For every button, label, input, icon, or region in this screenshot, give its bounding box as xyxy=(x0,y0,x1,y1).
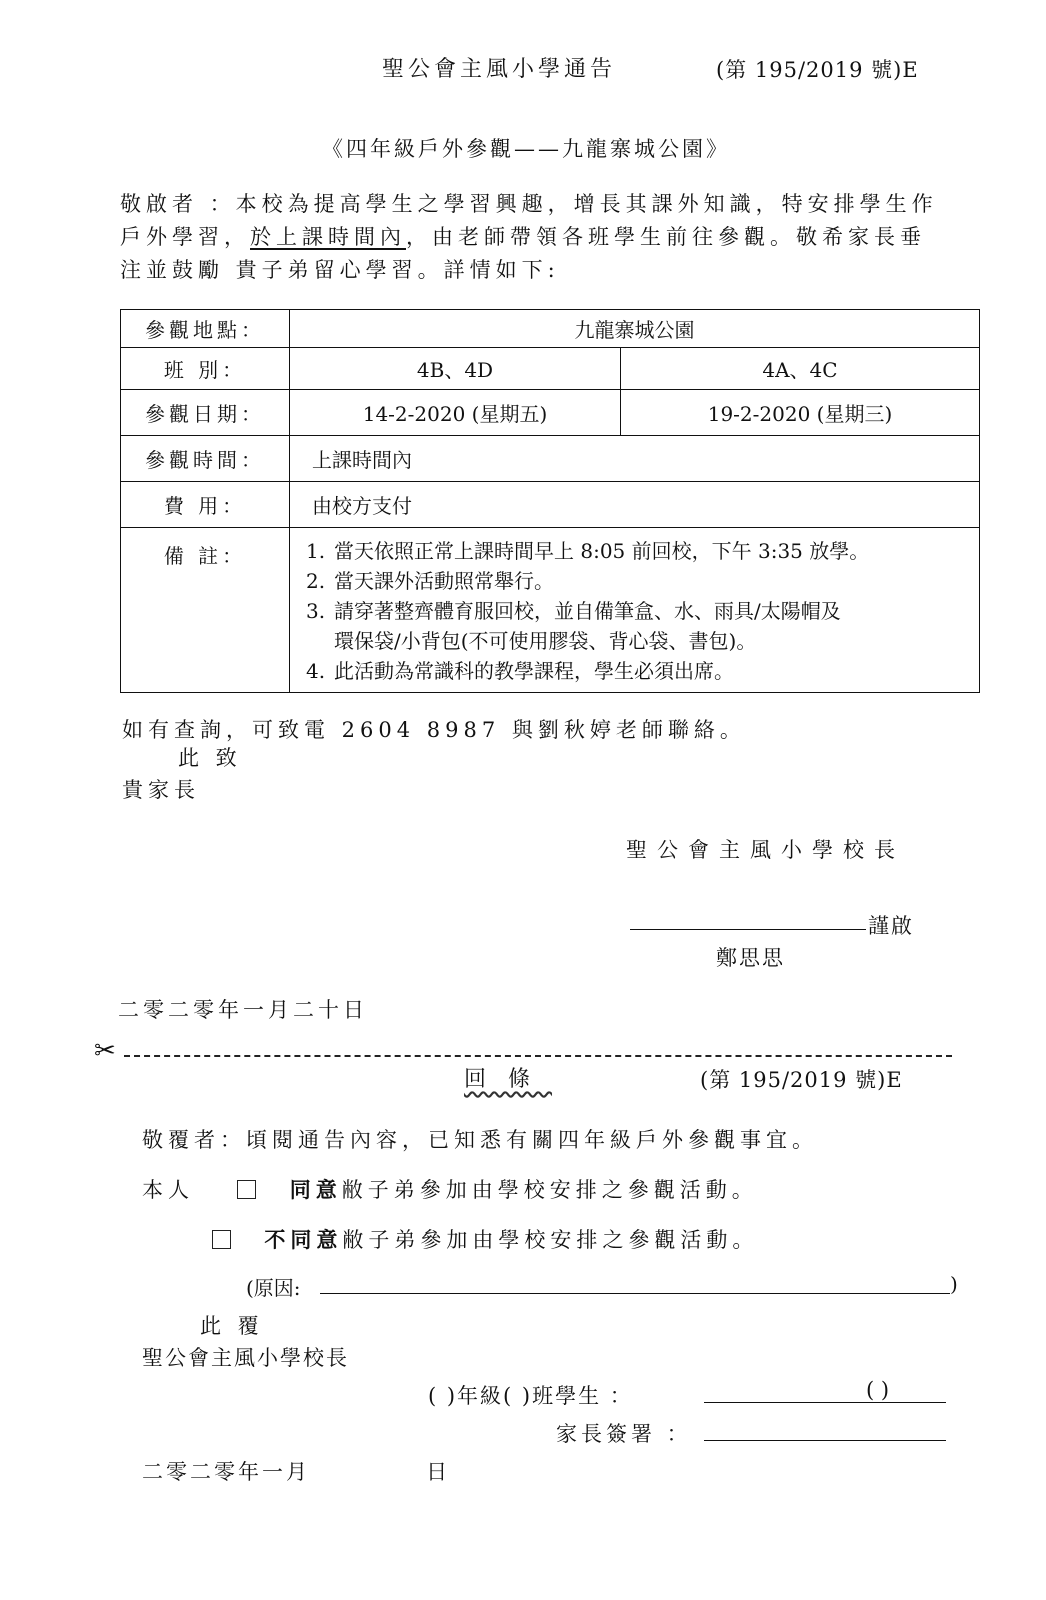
note-item: 4. 此活動為常識科的教學課程，學生必須出席。 xyxy=(306,659,734,683)
cut-line xyxy=(124,1055,952,1057)
reply-salutation: 此 覆 xyxy=(200,1314,264,1338)
reply-addressee: 聖公會主風小學校長 xyxy=(142,1346,349,1370)
intro-underlined-text: 於上課時間內 xyxy=(250,225,406,249)
time-value: 上課時間內 xyxy=(290,436,980,482)
place-value: 九龍寨城公園 xyxy=(290,310,980,348)
parent-signature-label: 家長簽署 ： xyxy=(556,1422,692,1446)
note-item: 3. 請穿著整齊體育服回校，並自備筆盒、水、雨具/太陽帽及 環保袋/小背包(不可使用膠袋、背心袋、書包)。 xyxy=(306,599,841,653)
class-group-b: 4A、4C xyxy=(621,348,980,390)
notes-list xyxy=(290,528,980,693)
intro-line-3: 注並鼓勵 貴子弟留心學習。詳情如下: xyxy=(120,258,560,282)
reason-field[interactable] xyxy=(320,1293,950,1294)
place-label: 參觀地點： xyxy=(121,310,290,348)
reply-slip-title: 回條 xyxy=(464,1067,553,1092)
fee-value: 由校方支付 xyxy=(290,482,980,528)
parent-signature-field[interactable] xyxy=(704,1440,946,1441)
reply-acknowledgement: 敬覆者：頃閱通告內容，已知悉有關四年級戶外參觀事宜。 xyxy=(142,1128,818,1152)
agree-text: 敝子弟參加由學校安排之參觀活動。 xyxy=(341,1178,758,1202)
disagree-text: 敝子弟參加由學校安排之參觀活動。 xyxy=(342,1228,759,1252)
scissors-icon: ✂ xyxy=(94,1036,116,1066)
details-table xyxy=(120,309,980,693)
notice-number: (第 195/2019 號)E xyxy=(716,58,919,82)
intro-line-2: 戶外學習，於上課時間內，由老師帶領各班學生前往參觀。敬希家長垂 xyxy=(120,225,926,249)
notice-subtitle: 《四年級戶外參觀——九龍寨城公園》 xyxy=(322,137,730,161)
signed-text: 謹啟 xyxy=(868,914,914,938)
reply-date: 二零二零年一月 日 xyxy=(142,1460,451,1484)
principal-title: 聖公會主風小學校長 xyxy=(626,838,905,862)
intro-line-1: 敬啟者 ：本校為提高學生之學習興趣，增長其課外知識，特安排學生作 xyxy=(120,192,938,216)
table-row-time xyxy=(121,436,980,482)
student-number-field[interactable]: ( ) xyxy=(866,1378,890,1402)
notes-label: 備 註： xyxy=(121,528,290,693)
reply-notice-number: (第 195/2019 號)E xyxy=(700,1068,903,1092)
table-row-place xyxy=(121,310,980,348)
principal-name: 鄭思思 xyxy=(716,946,785,970)
agree-checkbox[interactable] xyxy=(237,1180,256,1199)
signature-line xyxy=(630,929,866,930)
class-group-a: 4B、4D xyxy=(290,348,621,390)
grade-class-label: ( )年級( )班學生 ： xyxy=(428,1384,633,1408)
table-row-fee xyxy=(121,482,980,528)
disagree-option xyxy=(212,1224,758,1254)
note-item: 2. 當天課外活動照常舉行。 xyxy=(306,569,554,593)
fee-label: 費 用： xyxy=(121,482,290,528)
date-group-a: 14-2-2020 (星期五) xyxy=(290,390,621,436)
reason-label: (原因: xyxy=(246,1276,301,1300)
closing-salutation: 此 致 xyxy=(178,746,242,770)
class-label: 班 別： xyxy=(121,348,290,390)
agree-option xyxy=(142,1174,758,1204)
intro-paragraph xyxy=(120,188,938,287)
date-group-b: 19-2-2020 (星期三) xyxy=(621,390,980,436)
reason-close: ) xyxy=(950,1272,958,1296)
self-label: 本人 xyxy=(142,1178,194,1202)
notice-date: 二零二零年一月二十日 xyxy=(118,998,368,1022)
date-label: 參觀日期： xyxy=(121,390,290,436)
table-row-class xyxy=(121,348,980,390)
enquiry-text: 如有查詢，可致電 2604 8987 與劉秋婷老師聯絡。 xyxy=(122,718,746,742)
student-name-field[interactable] xyxy=(704,1402,946,1403)
disagree-checkbox[interactable] xyxy=(212,1230,231,1249)
time-label: 參觀時間： xyxy=(121,436,290,482)
note-item: 1. 當天依照正常上課時間早上 8:05 前回校，下午 3:35 放學。 xyxy=(306,539,870,563)
table-row-notes xyxy=(121,528,980,693)
table-row-date xyxy=(121,390,980,436)
disagree-bold-label: 不同意 xyxy=(264,1227,343,1252)
addressee: 貴家長 xyxy=(122,778,200,802)
notice-title: 聖公會主風小學通告 xyxy=(382,57,617,82)
agree-bold-label: 同意 xyxy=(289,1177,342,1202)
